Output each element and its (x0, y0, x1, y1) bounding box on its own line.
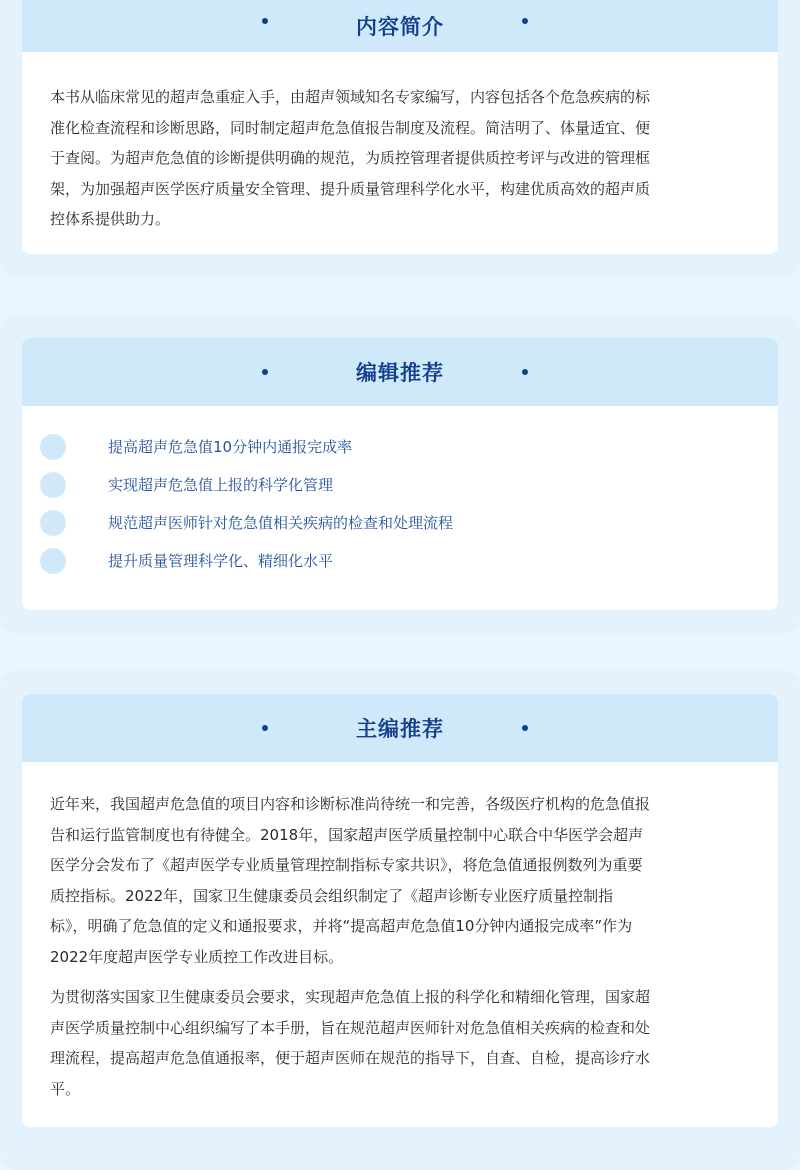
header-dot-right (522, 18, 528, 24)
text-line: 告和运行监管制度也有待健全。2018年，国家超声医学质量控制中心联合中华医学会超声 (50, 825, 644, 844)
intro-header (22, 0, 778, 52)
text-line: 声医学质量控制中心组织编写了本手册，旨在规范超声医师针对危急值相关疾病的检查和处 (50, 1018, 651, 1037)
chief-rec-header (22, 694, 778, 762)
header-dot-right (522, 725, 528, 731)
editor-rec-header (22, 338, 778, 406)
bullet-circle-icon (40, 548, 66, 574)
section-title: 主编推荐 (356, 717, 444, 741)
header-dot-left (262, 369, 268, 375)
bullet-circle-icon (40, 510, 66, 536)
chief-rec-paragraph-2 (50, 982, 752, 1104)
list-item-label: 提升质量管理科学化、精细化水平 (108, 552, 334, 570)
text-line: 近年来，我国超声危急值的项目内容和诊断标准尚待统一和完善，各级医疗机构的危急值报 (50, 795, 651, 813)
bullet-circle-icon (40, 434, 66, 460)
list-item (40, 546, 740, 576)
section-title: 编辑推荐 (356, 361, 444, 385)
header-dot-left (262, 725, 268, 731)
header-dot-left (262, 18, 268, 24)
text-line: 架，为加强超声医学医疗质量安全管理、提升质量管理科学化水平，构建优质高效的超声质 (50, 179, 651, 198)
text-line: 于查阅。为超声危急值的诊断提供明确的规范，为质控管理者提供质控考评与改进的管理框 (50, 149, 651, 167)
text-line: 平。 (50, 1079, 81, 1098)
text-line: 准化检查流程和诊断思路，同时制定超声危急值报告制度及流程。简洁明了、体量适宜、便 (50, 118, 651, 137)
list-item (40, 508, 740, 538)
text-line: 为贯彻落实国家卫生健康委员会要求，实现超声危急值上报的科学化和精细化管理，国家超 (50, 988, 651, 1006)
list-item (40, 470, 740, 500)
bullet-circle-icon (40, 472, 66, 498)
list-item-label: 规范超声医师针对危急值相关疾病的检查和处理流程 (108, 514, 454, 532)
text-line: 控体系提供助力。 (50, 210, 171, 228)
text-line: 质控指标。2022年，国家卫生健康委员会组织制定了《超声诊断专业医疗质量控制指 (50, 886, 614, 905)
text-line: 标》，明确了危急值的定义和通报要求，并将“提高超声危急值10分钟内通报完成率”作为 (50, 917, 633, 935)
chief-rec-paragraph-1 (50, 789, 752, 972)
text-line: 理流程，提高超声危急值通报率，便于超声医师在规范的指导下，自查、自检，提高诊疗水 (50, 1049, 651, 1067)
list-item-label: 提高超声危急值10分钟内通报完成率 (108, 438, 353, 456)
text-line: 本书从临床常见的超声急重症入手，由超声领域知名专家编写，内容包括各个危急疾病的标 (50, 88, 651, 106)
section-title: 内容简介 (356, 15, 444, 39)
text-line: 医学分会发布了《超声医学专业质量管理控制指标专家共识》，将危急值通报例数列为重要 (50, 856, 643, 874)
text-line: 2022年度超声医学专业质控工作改进目标。 (50, 947, 344, 966)
header-dot-right (522, 369, 528, 375)
list-item-label: 实现超声危急值上报的科学化管理 (108, 476, 334, 494)
intro-paragraph (50, 82, 752, 235)
list-item (40, 432, 740, 462)
